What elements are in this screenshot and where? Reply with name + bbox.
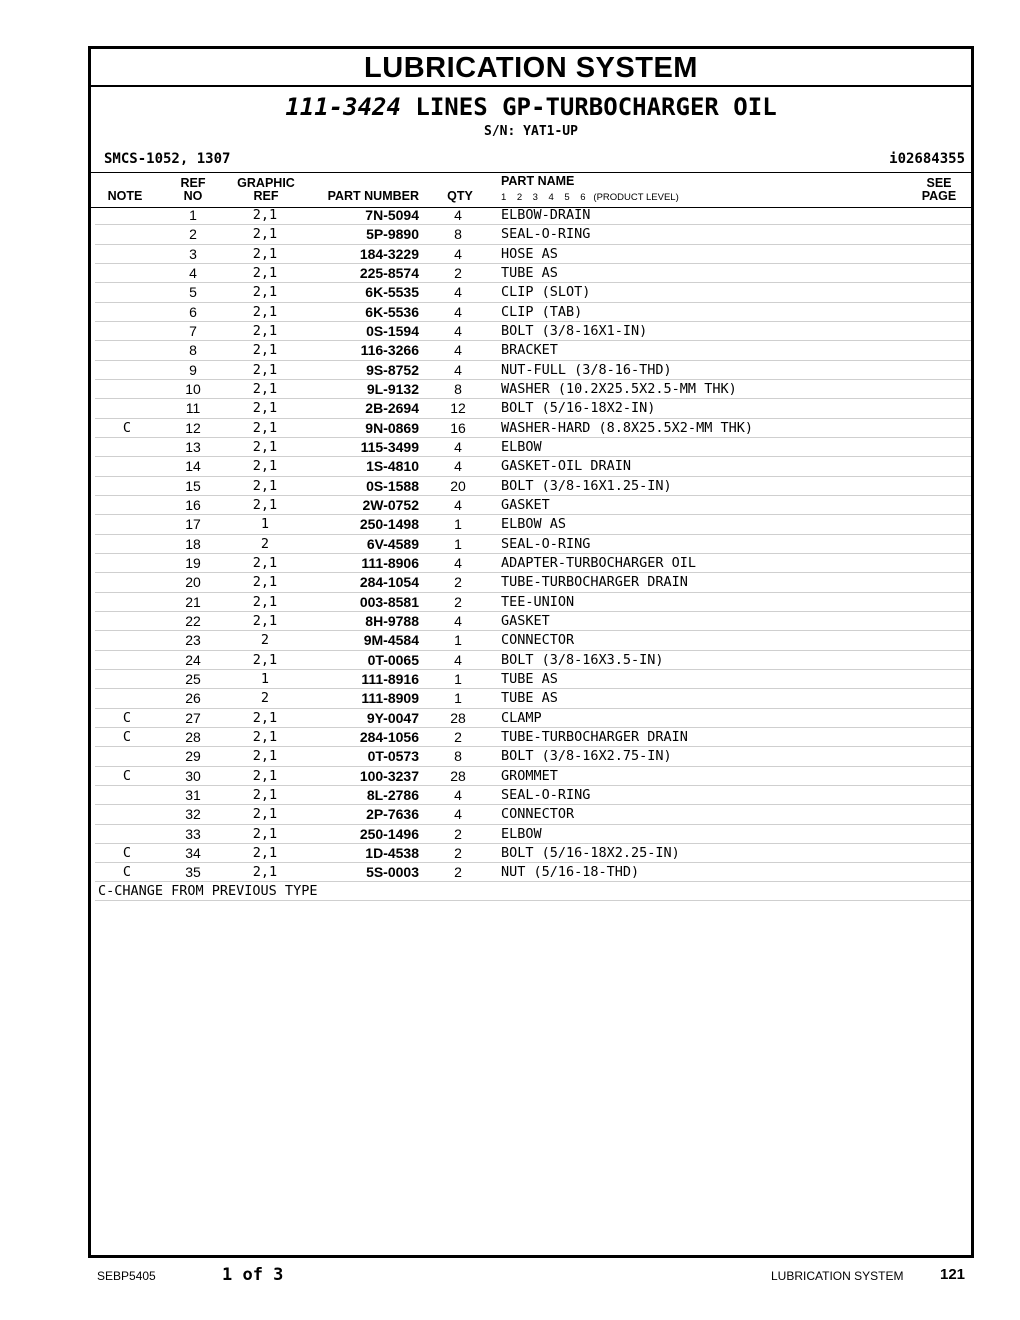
qty-cell: 1 bbox=[454, 632, 462, 649]
ref-no-cell: 31 bbox=[185, 786, 201, 803]
part-number-cell: 111-8909 bbox=[361, 690, 419, 707]
part-name-cell: BOLT (3/8-16X2.75-IN) bbox=[501, 748, 672, 765]
ref-no-cell: 26 bbox=[185, 690, 201, 707]
table-row bbox=[95, 515, 971, 534]
qty-cell: 1 bbox=[454, 670, 462, 687]
part-number-cell: 2B-2694 bbox=[365, 400, 419, 417]
qty-cell: 16 bbox=[450, 419, 466, 436]
ref-no-cell: 24 bbox=[185, 651, 201, 668]
qty-cell: 8 bbox=[454, 748, 462, 765]
graphic-ref-cell: 2,1 bbox=[252, 728, 278, 745]
part-number-cell: 0S-1588 bbox=[366, 477, 419, 494]
table-row bbox=[95, 612, 971, 631]
ref-no-cell: 6 bbox=[189, 303, 197, 320]
qty-cell: 2 bbox=[454, 574, 462, 591]
table-row bbox=[95, 709, 971, 728]
part-number-cell: 6V-4589 bbox=[366, 535, 419, 552]
part-name-cell: CLIP (SLOT) bbox=[501, 284, 591, 301]
ref-no-cell: 17 bbox=[185, 516, 201, 533]
part-number-cell: 9L-9132 bbox=[366, 380, 419, 397]
header-ref-top: REF bbox=[180, 176, 206, 190]
table-row bbox=[95, 863, 971, 882]
document-id: i02684355 bbox=[889, 151, 965, 167]
part-number-cell: 111-8906 bbox=[361, 554, 419, 571]
qty-cell: 4 bbox=[454, 554, 462, 571]
part-name-cell: BOLT (3/8-16X1-IN) bbox=[501, 322, 648, 339]
part-name-cell: SEAL-O-RING bbox=[501, 786, 591, 803]
group-number: 111-3424 bbox=[285, 93, 401, 121]
graphic-ref-cell: 2,1 bbox=[252, 612, 278, 629]
graphic-ref-cell: 2,1 bbox=[252, 806, 278, 823]
part-number-cell: 225-8574 bbox=[359, 264, 419, 281]
part-number-cell: 003-8581 bbox=[359, 593, 419, 610]
ref-no-cell: 14 bbox=[185, 458, 201, 475]
qty-cell: 4 bbox=[454, 322, 462, 339]
qty-cell: 4 bbox=[454, 806, 462, 823]
part-name-cell: ELBOW bbox=[501, 825, 542, 842]
part-number-cell: 5S-0003 bbox=[366, 864, 419, 881]
part-number-cell: 9M-4584 bbox=[363, 632, 419, 649]
parts-list bbox=[95, 206, 971, 901]
ref-no-cell: 28 bbox=[185, 728, 201, 745]
part-number-cell: 284-1056 bbox=[359, 728, 419, 745]
ref-no-cell: 3 bbox=[189, 245, 197, 262]
table-row bbox=[95, 322, 971, 341]
footer-section-name: LUBRICATION SYSTEM bbox=[771, 1269, 904, 1283]
part-name-cell: TUBE AS bbox=[501, 690, 558, 707]
table-row bbox=[95, 554, 971, 573]
graphic-ref-cell: 2,1 bbox=[252, 400, 278, 417]
part-name-cell: SEAL-O-RING bbox=[501, 535, 591, 552]
graphic-ref-cell: 2 bbox=[260, 632, 270, 649]
header-product-level: 1 2 3 4 5 6 (PRODUCT LEVEL) bbox=[501, 192, 679, 203]
part-name-cell: GASKET bbox=[501, 612, 550, 629]
ref-no-cell: 34 bbox=[185, 844, 201, 861]
graphic-ref-cell: 2,1 bbox=[252, 496, 278, 513]
part-name-cell: ELBOW AS bbox=[501, 516, 567, 533]
header-part-number: PART NUMBER bbox=[327, 189, 419, 203]
header-see-top: SEE bbox=[926, 176, 952, 190]
qty-cell: 4 bbox=[454, 245, 462, 262]
qty-cell: 2 bbox=[454, 593, 462, 610]
table-row bbox=[95, 245, 971, 264]
graphic-ref-cell: 2,1 bbox=[252, 844, 278, 861]
part-number-cell: 250-1498 bbox=[359, 516, 419, 533]
table-row bbox=[95, 438, 971, 457]
qty-cell: 8 bbox=[454, 380, 462, 397]
part-name-cell: CONNECTOR bbox=[501, 806, 575, 823]
header-qty: QTY bbox=[447, 189, 473, 203]
part-number-cell: 116-3266 bbox=[360, 342, 419, 359]
qty-cell: 4 bbox=[454, 361, 462, 378]
parts-page-frame bbox=[88, 46, 974, 1258]
table-row bbox=[95, 631, 971, 650]
group-name: LINES GP-TURBOCHARGER OIL bbox=[415, 93, 777, 121]
part-number-cell: 1D-4538 bbox=[365, 844, 419, 861]
graphic-ref-cell: 2,1 bbox=[252, 419, 278, 436]
graphic-ref-cell: 2,1 bbox=[252, 554, 278, 571]
header-note: NOTE bbox=[107, 189, 143, 203]
part-name-cell: CLIP (TAB) bbox=[501, 303, 583, 320]
table-row bbox=[95, 457, 971, 476]
ref-no-cell: 11 bbox=[185, 400, 201, 417]
part-name-cell: WASHER-HARD (8.8X25.5X2-MM THK) bbox=[501, 419, 753, 436]
ref-no-cell: 32 bbox=[185, 806, 201, 823]
smcs-codes: SMCS-1052, 1307 bbox=[104, 151, 231, 167]
table-row bbox=[95, 593, 971, 612]
qty-cell: 4 bbox=[454, 612, 462, 629]
part-name-cell: BRACKET bbox=[501, 342, 558, 359]
part-number-cell: 5P-9890 bbox=[366, 226, 419, 243]
table-row bbox=[95, 747, 971, 766]
graphic-ref-cell: 2 bbox=[260, 535, 270, 552]
ref-no-cell: 25 bbox=[185, 670, 201, 687]
page-number: 121 bbox=[940, 1266, 966, 1283]
part-number-cell: 115-3499 bbox=[360, 438, 419, 455]
part-name-cell: BOLT (3/8-16X3.5-IN) bbox=[501, 651, 664, 668]
graphic-ref-cell: 2,1 bbox=[252, 767, 278, 784]
part-name-cell: TUBE AS bbox=[501, 264, 558, 281]
qty-cell: 2 bbox=[454, 728, 462, 745]
part-name-cell: GROMMET bbox=[501, 767, 558, 784]
qty-cell: 4 bbox=[454, 458, 462, 475]
note-cell: C bbox=[122, 728, 132, 745]
graphic-ref-cell: 1 bbox=[260, 670, 270, 687]
table-row bbox=[95, 825, 971, 844]
table-row bbox=[95, 670, 971, 689]
part-name-cell: CONNECTOR bbox=[501, 632, 575, 649]
table-row bbox=[95, 535, 971, 554]
table-row bbox=[95, 728, 971, 747]
part-name-cell: NUT (5/16-18-THD) bbox=[501, 864, 640, 881]
table-row bbox=[95, 689, 971, 708]
note-cell: C bbox=[122, 709, 132, 726]
part-number-cell: 284-1054 bbox=[359, 574, 419, 591]
graphic-ref-cell: 2,1 bbox=[252, 651, 278, 668]
table-header bbox=[91, 172, 971, 208]
ref-no-cell: 1 bbox=[189, 207, 197, 223]
graphic-ref-cell: 2,1 bbox=[252, 438, 278, 455]
graphic-ref-cell: 2,1 bbox=[252, 284, 278, 301]
header-see-bottom: PAGE bbox=[921, 189, 957, 203]
note-cell: C bbox=[122, 864, 132, 881]
ref-no-cell: 12 bbox=[185, 419, 201, 436]
header-graphic-bottom: REF bbox=[253, 189, 279, 203]
serial-range: S/N: YAT1-UP bbox=[484, 124, 578, 139]
table-row bbox=[95, 786, 971, 805]
table-row bbox=[95, 361, 971, 380]
graphic-ref-cell: 2,1 bbox=[252, 322, 278, 339]
qty-cell: 8 bbox=[454, 226, 462, 243]
qty-cell: 1 bbox=[454, 516, 462, 533]
part-name-cell: WASHER (10.2X25.5X2.5-MM THK) bbox=[501, 380, 737, 397]
part-name-cell: GASKET-OIL DRAIN bbox=[501, 458, 632, 475]
note-cell: C bbox=[122, 767, 132, 784]
part-name-cell: TUBE-TURBOCHARGER DRAIN bbox=[501, 574, 688, 591]
ref-no-cell: 22 bbox=[185, 612, 201, 629]
ref-no-cell: 15 bbox=[185, 477, 201, 494]
qty-cell: 4 bbox=[454, 207, 462, 223]
graphic-ref-cell: 1 bbox=[260, 516, 270, 533]
part-name-cell: BOLT (5/16-18X2.25-IN) bbox=[501, 844, 680, 861]
part-name-cell: NUT-FULL (3/8-16-THD) bbox=[501, 361, 672, 378]
table-row bbox=[95, 767, 971, 786]
part-number-cell: 9S-8752 bbox=[366, 361, 419, 378]
footnote-row: C-CHANGE FROM PREVIOUS TYPE bbox=[95, 882, 971, 901]
part-number-cell: 250-1496 bbox=[359, 825, 419, 842]
qty-cell: 2 bbox=[454, 864, 462, 881]
qty-cell: 4 bbox=[454, 786, 462, 803]
graphic-ref-cell: 2,1 bbox=[252, 786, 278, 803]
part-number-cell: 0T-0573 bbox=[367, 748, 419, 765]
ref-no-cell: 9 bbox=[189, 361, 197, 378]
part-number-cell: 100-3237 bbox=[359, 767, 419, 784]
ref-no-cell: 30 bbox=[185, 767, 201, 784]
page-of-indicator: 1 of 3 bbox=[222, 1265, 284, 1285]
part-number-cell: 6K-5535 bbox=[365, 284, 419, 301]
table-row bbox=[95, 380, 971, 399]
table-row bbox=[95, 844, 971, 863]
table-row bbox=[95, 303, 971, 322]
ref-no-cell: 35 bbox=[185, 864, 201, 881]
qty-cell: 12 bbox=[450, 400, 466, 417]
part-number-cell: 111-8916 bbox=[361, 670, 419, 687]
qty-cell: 20 bbox=[450, 477, 466, 494]
table-row bbox=[95, 225, 971, 244]
graphic-ref-cell: 2,1 bbox=[252, 593, 278, 610]
ref-no-cell: 10 bbox=[185, 380, 201, 397]
publication-number: SEBP5405 bbox=[97, 1269, 156, 1283]
graphic-ref-cell: 2,1 bbox=[252, 245, 278, 262]
note-cell: C bbox=[122, 419, 132, 436]
ref-no-cell: 19 bbox=[185, 554, 201, 571]
ref-no-cell: 4 bbox=[189, 264, 197, 281]
table-row bbox=[95, 399, 971, 418]
table-row bbox=[95, 496, 971, 515]
part-name-cell: HOSE AS bbox=[501, 245, 558, 262]
part-number-cell: 0S-1594 bbox=[366, 322, 419, 339]
ref-no-cell: 13 bbox=[185, 438, 201, 455]
part-name-cell: TUBE AS bbox=[501, 670, 558, 687]
note-cell: C bbox=[122, 844, 132, 861]
qty-cell: 4 bbox=[454, 651, 462, 668]
graphic-ref-cell: 2,1 bbox=[252, 342, 278, 359]
part-number-cell: 2P-7636 bbox=[366, 806, 419, 823]
part-number-cell: 0T-0065 bbox=[367, 651, 419, 668]
group-title bbox=[91, 93, 971, 121]
part-name-cell: CLAMP bbox=[501, 709, 542, 726]
part-number-cell: 7N-5094 bbox=[365, 207, 419, 223]
graphic-ref-cell: 2,1 bbox=[252, 458, 278, 475]
table-row bbox=[95, 651, 971, 670]
header-ref-bottom: NO bbox=[183, 189, 203, 203]
ref-no-cell: 33 bbox=[185, 825, 201, 842]
ref-no-cell: 5 bbox=[189, 284, 197, 301]
table-row bbox=[95, 805, 971, 824]
ref-no-cell: 29 bbox=[185, 748, 201, 765]
part-name-cell: GASKET bbox=[501, 496, 550, 513]
part-name-cell: TEE-UNION bbox=[501, 593, 575, 610]
qty-cell: 4 bbox=[454, 496, 462, 513]
part-name-cell: TUBE-TURBOCHARGER DRAIN bbox=[501, 728, 688, 745]
table-row bbox=[95, 341, 971, 360]
graphic-ref-cell: 2,1 bbox=[252, 207, 278, 223]
table-row bbox=[95, 206, 971, 225]
qty-cell: 2 bbox=[454, 844, 462, 861]
graphic-ref-cell: 2 bbox=[260, 690, 270, 707]
ref-no-cell: 23 bbox=[185, 632, 201, 649]
section-title: LUBRICATION SYSTEM bbox=[91, 49, 971, 87]
qty-cell: 28 bbox=[450, 709, 466, 726]
qty-cell: 4 bbox=[454, 284, 462, 301]
table-row bbox=[95, 283, 971, 302]
ref-no-cell: 21 bbox=[185, 593, 201, 610]
graphic-ref-cell: 2,1 bbox=[252, 574, 278, 591]
table-row bbox=[95, 477, 971, 496]
graphic-ref-cell: 2,1 bbox=[252, 748, 278, 765]
qty-cell: 28 bbox=[450, 767, 466, 784]
qty-cell: 2 bbox=[454, 825, 462, 842]
table-row bbox=[95, 419, 971, 438]
graphic-ref-cell: 2,1 bbox=[252, 825, 278, 842]
part-number-cell: 6K-5536 bbox=[365, 303, 419, 320]
part-number-cell: 9N-0869 bbox=[365, 419, 419, 436]
graphic-ref-cell: 2,1 bbox=[252, 864, 278, 881]
ref-no-cell: 7 bbox=[189, 322, 197, 339]
qty-cell: 1 bbox=[454, 690, 462, 707]
ref-no-cell: 16 bbox=[185, 496, 201, 513]
part-name-cell: ELBOW bbox=[501, 438, 542, 455]
graphic-ref-cell: 2,1 bbox=[252, 380, 278, 397]
part-name-cell: ELBOW-DRAIN bbox=[501, 207, 591, 223]
part-name-cell: BOLT (5/16-18X2-IN) bbox=[501, 400, 656, 417]
table-row bbox=[95, 264, 971, 283]
ref-no-cell: 27 bbox=[185, 709, 201, 726]
qty-cell: 4 bbox=[454, 438, 462, 455]
graphic-ref-cell: 2,1 bbox=[252, 303, 278, 320]
ref-no-cell: 20 bbox=[185, 574, 201, 591]
part-number-cell: 1S-4810 bbox=[366, 458, 419, 475]
part-number-cell: 8L-2786 bbox=[366, 786, 419, 803]
part-number-cell: 8H-9788 bbox=[365, 612, 419, 629]
part-name-cell: BOLT (3/8-16X1.25-IN) bbox=[501, 477, 672, 494]
part-number-cell: 2W-0752 bbox=[362, 496, 419, 513]
part-number-cell: 184-3229 bbox=[359, 245, 419, 262]
part-name-cell: SEAL-O-RING bbox=[501, 226, 591, 243]
graphic-ref-cell: 2,1 bbox=[252, 264, 278, 281]
table-row bbox=[95, 573, 971, 592]
ref-no-cell: 18 bbox=[185, 535, 201, 552]
part-name-cell: ADAPTER-TURBOCHARGER OIL bbox=[501, 554, 697, 571]
ref-no-cell: 8 bbox=[189, 342, 197, 359]
qty-cell: 2 bbox=[454, 264, 462, 281]
qty-cell: 1 bbox=[454, 535, 462, 552]
header-part-name: PART NAME bbox=[501, 174, 575, 188]
graphic-ref-cell: 2,1 bbox=[252, 361, 278, 378]
graphic-ref-cell: 2,1 bbox=[252, 709, 278, 726]
part-number-cell: 9Y-0047 bbox=[366, 709, 419, 726]
graphic-ref-cell: 2,1 bbox=[252, 226, 278, 243]
qty-cell: 4 bbox=[454, 342, 462, 359]
ref-no-cell: 2 bbox=[189, 226, 197, 243]
graphic-ref-cell: 2,1 bbox=[252, 477, 278, 494]
qty-cell: 4 bbox=[454, 303, 462, 320]
header-graphic-top: GRAPHIC bbox=[237, 176, 295, 190]
